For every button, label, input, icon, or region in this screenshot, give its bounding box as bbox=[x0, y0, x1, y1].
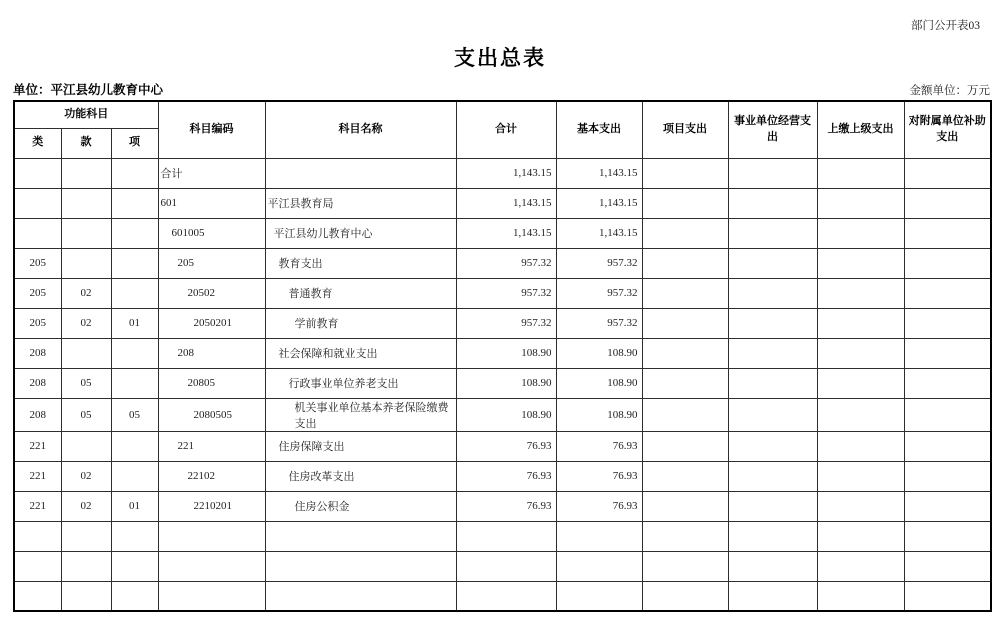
table-row bbox=[14, 278, 991, 308]
header-section: 款 bbox=[61, 128, 111, 158]
cell-operating-expenditure bbox=[728, 338, 817, 368]
cell-class bbox=[14, 581, 61, 611]
cell-project-expenditure bbox=[642, 491, 728, 521]
cell-class: 205 bbox=[14, 308, 61, 338]
cell-subject-name: 行政事业单位养老支出 bbox=[265, 368, 456, 398]
header-subject-code: 科目编码 bbox=[158, 101, 265, 158]
table-body bbox=[14, 158, 991, 611]
cell-subject-name: 教育支出 bbox=[265, 248, 456, 278]
cell-section: 02 bbox=[61, 491, 111, 521]
cell-subject-code bbox=[158, 521, 265, 551]
cell-project-expenditure bbox=[642, 158, 728, 188]
cell-project-expenditure bbox=[642, 521, 728, 551]
cell-operating-expenditure bbox=[728, 461, 817, 491]
cell-section bbox=[61, 581, 111, 611]
expenditure-summary-table bbox=[13, 100, 992, 612]
cell-upper-level-expenditure bbox=[817, 338, 904, 368]
cell-subsidy-expenditure bbox=[904, 431, 991, 461]
cell-subject-name: 平江县教育局 bbox=[265, 188, 456, 218]
cell-project-expenditure bbox=[642, 461, 728, 491]
cell-item: 05 bbox=[111, 398, 158, 431]
table-row bbox=[14, 461, 991, 491]
cell-basic-expenditure: 108.90 bbox=[556, 368, 642, 398]
cell-item: 01 bbox=[111, 491, 158, 521]
cell-item bbox=[111, 551, 158, 581]
cell-basic-expenditure: 76.93 bbox=[556, 431, 642, 461]
cell-section bbox=[61, 158, 111, 188]
cell-class: 208 bbox=[14, 368, 61, 398]
cell-subsidy-expenditure bbox=[904, 368, 991, 398]
header-project-expenditure: 项目支出 bbox=[642, 101, 728, 158]
header-functional-subject: 功能科目 bbox=[14, 101, 158, 128]
cell-section bbox=[61, 218, 111, 248]
cell-item bbox=[111, 188, 158, 218]
table-row bbox=[14, 368, 991, 398]
table-row bbox=[14, 521, 991, 551]
cell-subsidy-expenditure bbox=[904, 581, 991, 611]
cell-subject-code: 2080505 bbox=[158, 398, 265, 431]
cell-operating-expenditure bbox=[728, 308, 817, 338]
cell-section bbox=[61, 551, 111, 581]
cell-subject-code bbox=[158, 551, 265, 581]
cell-item bbox=[111, 158, 158, 188]
cell-subject-code: 22102 bbox=[158, 461, 265, 491]
cell-subject-name: 普通教育 bbox=[265, 278, 456, 308]
cell-item bbox=[111, 461, 158, 491]
cell-subject-name: 学前教育 bbox=[265, 308, 456, 338]
header-item: 项 bbox=[111, 128, 158, 158]
table-row bbox=[14, 581, 991, 611]
cell-subject-code: 601005 bbox=[158, 218, 265, 248]
cell-operating-expenditure bbox=[728, 278, 817, 308]
cell-operating-expenditure bbox=[728, 218, 817, 248]
cell-subsidy-expenditure bbox=[904, 308, 991, 338]
cell-basic-expenditure bbox=[556, 551, 642, 581]
table-row bbox=[14, 338, 991, 368]
cell-upper-level-expenditure bbox=[817, 158, 904, 188]
cell-operating-expenditure bbox=[728, 248, 817, 278]
table-row bbox=[14, 491, 991, 521]
header-class: 类 bbox=[14, 128, 61, 158]
cell-class bbox=[14, 188, 61, 218]
cell-total: 108.90 bbox=[456, 368, 556, 398]
cell-basic-expenditure: 1,143.15 bbox=[556, 218, 642, 248]
cell-class: 221 bbox=[14, 431, 61, 461]
cell-basic-expenditure: 957.32 bbox=[556, 248, 642, 278]
table-row bbox=[14, 218, 991, 248]
cell-subsidy-expenditure bbox=[904, 278, 991, 308]
cell-basic-expenditure: 108.90 bbox=[556, 398, 642, 431]
cell-basic-expenditure: 1,143.15 bbox=[556, 158, 642, 188]
cell-item bbox=[111, 218, 158, 248]
cell-subsidy-expenditure bbox=[904, 521, 991, 551]
cell-subject-code: 2050201 bbox=[158, 308, 265, 338]
cell-upper-level-expenditure bbox=[817, 431, 904, 461]
cell-total: 1,143.15 bbox=[456, 158, 556, 188]
cell-total: 957.32 bbox=[456, 248, 556, 278]
cell-item bbox=[111, 581, 158, 611]
cell-upper-level-expenditure bbox=[817, 188, 904, 218]
cell-item bbox=[111, 431, 158, 461]
cell-upper-level-expenditure bbox=[817, 521, 904, 551]
cell-subject-name bbox=[265, 521, 456, 551]
cell-subject-code: 2210201 bbox=[158, 491, 265, 521]
cell-total: 957.32 bbox=[456, 278, 556, 308]
cell-item bbox=[111, 521, 158, 551]
cell-section: 02 bbox=[61, 308, 111, 338]
cell-class: 208 bbox=[14, 338, 61, 368]
cell-subject-name: 住房公积金 bbox=[265, 491, 456, 521]
cell-operating-expenditure bbox=[728, 581, 817, 611]
cell-project-expenditure bbox=[642, 248, 728, 278]
cell-subsidy-expenditure bbox=[904, 338, 991, 368]
table-row bbox=[14, 551, 991, 581]
cell-basic-expenditure bbox=[556, 521, 642, 551]
cell-project-expenditure bbox=[642, 368, 728, 398]
header-upper-level-expenditure: 上缴上级支出 bbox=[817, 101, 904, 158]
cell-upper-level-expenditure bbox=[817, 551, 904, 581]
cell-basic-expenditure: 957.32 bbox=[556, 278, 642, 308]
cell-section: 02 bbox=[61, 461, 111, 491]
cell-subject-code: 601 bbox=[158, 188, 265, 218]
cell-subsidy-expenditure bbox=[904, 551, 991, 581]
cell-class bbox=[14, 551, 61, 581]
cell-class bbox=[14, 521, 61, 551]
table-row bbox=[14, 188, 991, 218]
cell-subject-code: 205 bbox=[158, 248, 265, 278]
cell-upper-level-expenditure bbox=[817, 398, 904, 431]
cell-total: 76.93 bbox=[456, 431, 556, 461]
table-row bbox=[14, 431, 991, 461]
cell-upper-level-expenditure bbox=[817, 491, 904, 521]
cell-total bbox=[456, 521, 556, 551]
cell-upper-level-expenditure bbox=[817, 461, 904, 491]
cell-item: 01 bbox=[111, 308, 158, 338]
cell-upper-level-expenditure bbox=[817, 368, 904, 398]
cell-upper-level-expenditure bbox=[817, 218, 904, 248]
cell-section: 02 bbox=[61, 278, 111, 308]
cell-total: 76.93 bbox=[456, 491, 556, 521]
corner-label: 部门公开表03 bbox=[911, 20, 980, 32]
cell-class: 205 bbox=[14, 278, 61, 308]
cell-operating-expenditure bbox=[728, 431, 817, 461]
cell-basic-expenditure: 76.93 bbox=[556, 461, 642, 491]
cell-subject-name bbox=[265, 581, 456, 611]
cell-project-expenditure bbox=[642, 398, 728, 431]
table-row bbox=[14, 158, 991, 188]
table-row bbox=[14, 248, 991, 278]
cell-total: 76.93 bbox=[456, 461, 556, 491]
cell-item bbox=[111, 338, 158, 368]
cell-basic-expenditure: 1,143.15 bbox=[556, 188, 642, 218]
cell-subsidy-expenditure bbox=[904, 158, 991, 188]
cell-class bbox=[14, 218, 61, 248]
table-row bbox=[14, 398, 991, 431]
cell-section bbox=[61, 521, 111, 551]
unit-label: 单位：平江县幼儿教育中心 bbox=[13, 83, 164, 97]
cell-total: 1,143.15 bbox=[456, 188, 556, 218]
cell-project-expenditure bbox=[642, 431, 728, 461]
cell-total bbox=[456, 581, 556, 611]
cell-project-expenditure bbox=[642, 308, 728, 338]
cell-class: 221 bbox=[14, 491, 61, 521]
cell-upper-level-expenditure bbox=[817, 581, 904, 611]
cell-subject-name: 住房保障支出 bbox=[265, 431, 456, 461]
cell-item bbox=[111, 368, 158, 398]
cell-upper-level-expenditure bbox=[817, 248, 904, 278]
header-subject-name: 科目名称 bbox=[265, 101, 456, 158]
cell-operating-expenditure bbox=[728, 521, 817, 551]
cell-total: 1,143.15 bbox=[456, 218, 556, 248]
cell-total bbox=[456, 551, 556, 581]
cell-subject-code bbox=[158, 581, 265, 611]
cell-upper-level-expenditure bbox=[817, 278, 904, 308]
cell-project-expenditure bbox=[642, 278, 728, 308]
cell-item bbox=[111, 278, 158, 308]
cell-subsidy-expenditure bbox=[904, 398, 991, 431]
cell-subject-name bbox=[265, 158, 456, 188]
cell-upper-level-expenditure bbox=[817, 308, 904, 338]
table-header bbox=[14, 101, 991, 158]
cell-project-expenditure bbox=[642, 551, 728, 581]
cell-total: 108.90 bbox=[456, 338, 556, 368]
cell-basic-expenditure: 108.90 bbox=[556, 338, 642, 368]
cell-subject-code: 221 bbox=[158, 431, 265, 461]
cell-operating-expenditure bbox=[728, 368, 817, 398]
cell-subject-code: 20805 bbox=[158, 368, 265, 398]
cell-subject-code: 20502 bbox=[158, 278, 265, 308]
cell-basic-expenditure: 957.32 bbox=[556, 308, 642, 338]
cell-operating-expenditure bbox=[728, 398, 817, 431]
cell-section bbox=[61, 338, 111, 368]
cell-operating-expenditure bbox=[728, 491, 817, 521]
cell-basic-expenditure bbox=[556, 581, 642, 611]
cell-subject-name: 平江县幼儿教育中心 bbox=[265, 218, 456, 248]
cell-project-expenditure bbox=[642, 218, 728, 248]
cell-item bbox=[111, 248, 158, 278]
cell-subject-name: 住房改革支出 bbox=[265, 461, 456, 491]
cell-subsidy-expenditure bbox=[904, 461, 991, 491]
cell-class: 208 bbox=[14, 398, 61, 431]
cell-section bbox=[61, 248, 111, 278]
cell-subject-code: 合计 bbox=[158, 158, 265, 188]
cell-basic-expenditure: 76.93 bbox=[556, 491, 642, 521]
cell-class bbox=[14, 158, 61, 188]
cell-project-expenditure bbox=[642, 188, 728, 218]
table-row bbox=[14, 308, 991, 338]
cell-project-expenditure bbox=[642, 338, 728, 368]
cell-class: 205 bbox=[14, 248, 61, 278]
cell-subject-name: 社会保障和就业支出 bbox=[265, 338, 456, 368]
cell-operating-expenditure bbox=[728, 188, 817, 218]
cell-operating-expenditure bbox=[728, 551, 817, 581]
cell-subsidy-expenditure bbox=[904, 248, 991, 278]
cell-operating-expenditure bbox=[728, 158, 817, 188]
cell-subject-name: 机关事业单位基本养老保险缴费支出 bbox=[265, 398, 456, 431]
cell-subsidy-expenditure bbox=[904, 218, 991, 248]
cell-subject-name bbox=[265, 551, 456, 581]
header-operating-expenditure: 事业单位经营支出 bbox=[728, 101, 817, 158]
cell-project-expenditure bbox=[642, 581, 728, 611]
amount-unit-label: 金额单位：万元 bbox=[909, 85, 990, 97]
cell-section bbox=[61, 188, 111, 218]
page-title: 支出总表 bbox=[454, 47, 546, 70]
cell-subsidy-expenditure bbox=[904, 491, 991, 521]
cell-total: 957.32 bbox=[456, 308, 556, 338]
header-basic-expenditure: 基本支出 bbox=[556, 101, 642, 158]
cell-section bbox=[61, 431, 111, 461]
meta-row bbox=[13, 80, 990, 98]
header-total: 合计 bbox=[456, 101, 556, 158]
cell-class: 221 bbox=[14, 461, 61, 491]
cell-subject-code: 208 bbox=[158, 338, 265, 368]
cell-section: 05 bbox=[61, 368, 111, 398]
cell-total: 108.90 bbox=[456, 398, 556, 431]
cell-subsidy-expenditure bbox=[904, 188, 991, 218]
header-subsidy-expenditure: 对附属单位补助支出 bbox=[904, 101, 991, 158]
cell-section: 05 bbox=[61, 398, 111, 431]
